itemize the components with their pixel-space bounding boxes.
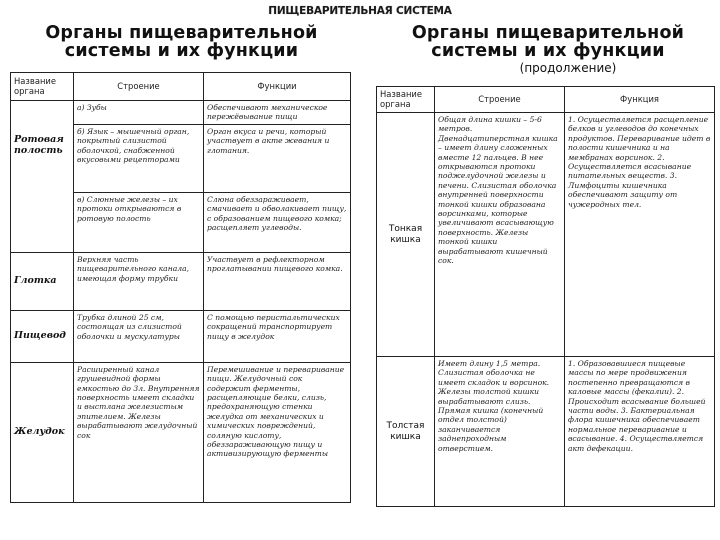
right-page — [376, 24, 720, 519]
structure-cell: Расширенный канал грушевидной формы емкостью до 3л. Внутренняя поверхность имеет складки и выстлана железистым эпителием. Железы вырабатывают желудочный сок — [74, 362, 204, 502]
column-header-structure: Строение — [435, 87, 565, 113]
organ-name: Толстая кишка — [377, 357, 435, 507]
column-header-function: Функция — [565, 87, 715, 113]
structure-cell: Трубка длиной 25 см, состоящая из слизистой оболочки и мускулатуры — [74, 310, 204, 362]
table-row — [377, 113, 715, 357]
table-row — [11, 362, 351, 502]
function-cell: С помощью перистальтических сокращений транспортирует пищу в желудок — [204, 310, 351, 362]
structure-cell: Верхняя часть пищеварительного канала, имеющая форму трубки — [74, 252, 204, 310]
column-header-function: Функции — [204, 73, 351, 101]
function-cell: 1. Осуществляется расщепление белков и углеводов до конечных продуктов. Переваривание идет в полости кишечника и на мембранах ворсинок. 2. Осуществляется всасывание питательных веществ. 3. Лимфоциты кишечника обеспечивают защиту от чужеродных тел. — [565, 113, 715, 357]
left-page-title-line2: системы и их функции — [64, 41, 299, 61]
table-row — [11, 101, 351, 125]
function-cell: Перемешивание и переваривание пищи. Желудочный сок содержит ферменты, расщепляющие белки, слизь, предохраняющую стенки желудка от механических и химических повреждений, соляную кислоту, обеззараживающую пищу и активизирующую ферменты — [204, 362, 351, 502]
organ-name: Пищевод — [11, 310, 74, 362]
right-page-title-line1: Органы пищеварительной — [411, 23, 685, 43]
structure-cell: а) Зубы — [74, 101, 204, 125]
structure-cell: Общая длина кишки – 5-6 метров. Двенадцатиперстная кишка – имеет длину сложенных вместе 12 пальцев. В нее открываются протоки поджелудочной железы и печени. Слизистая оболочка внутренней поверхности тонкой кишки образована ворсинками, которые увеличивают всасывающую поверхность. Железы тонкой кишки вырабатывают кишечный сок. — [435, 113, 565, 357]
function-cell: Слюна обеззараживает, смачивает и обволакивает пищу, с образованием пищевого комка; расщепляет углеводы. — [204, 192, 351, 252]
organ-name: Глотка — [11, 252, 74, 310]
structure-cell: б) Язык – мышечный орган, покрытый слизистой оболочкой, снабженной вкусовыми рецепторами — [74, 124, 204, 192]
table-row — [11, 252, 351, 310]
organ-name: Желудок — [11, 362, 74, 502]
organ-name: Тонкая кишка — [377, 113, 435, 357]
left-organs-table — [10, 72, 351, 503]
right-page-title-line2: системы и их функции — [431, 41, 665, 61]
header-title: ПИЩЕВАРИТЕЛЬНАЯ СИСТЕМА — [268, 5, 452, 17]
table-row — [377, 357, 715, 507]
right-organs-table — [376, 86, 715, 507]
organ-name: Ротовая полость — [11, 101, 74, 253]
table-row — [11, 310, 351, 362]
column-header-organ: Название органа — [11, 73, 74, 101]
left-page-title-line1: Органы пищеварительной — [45, 23, 318, 43]
right-page-subtitle: (продолжение) — [519, 61, 617, 75]
column-header-structure: Строение — [74, 73, 204, 101]
function-cell: Участвует в рефлекторном проглатывании пищевого комка. — [204, 252, 351, 310]
structure-cell: Имеет длину 1,5 метра. Слизистая оболочка не имеет складок и ворсинок. Железы толстой кишки вырабатывают слизь. Прямая кишка (конечный отдел толстой) заканчивается заднепроходным отверстием. — [435, 357, 565, 507]
left-page — [8, 24, 355, 514]
function-cell: Обеспечивают механическое пережёвывание пищи — [204, 101, 351, 125]
function-cell: 1. Образовавшиеся пищевые массы по мере продвижения постепенно превращаются в каловые массы (фекалии). 2. Происходит всасывание большей части воды. 3. Бактериальная флора кишечника обеспечивает нормальное переваривание и всасывание. 4. Осуществляется акт дефекации. — [565, 357, 715, 507]
function-cell: Орган вкуса и речи, который участвует в акте жевания и глотания. — [204, 124, 351, 192]
column-header-organ: Название органа — [377, 87, 435, 113]
structure-cell: в) Слюнные железы – их протоки открываются в ротовую полость — [74, 192, 204, 252]
